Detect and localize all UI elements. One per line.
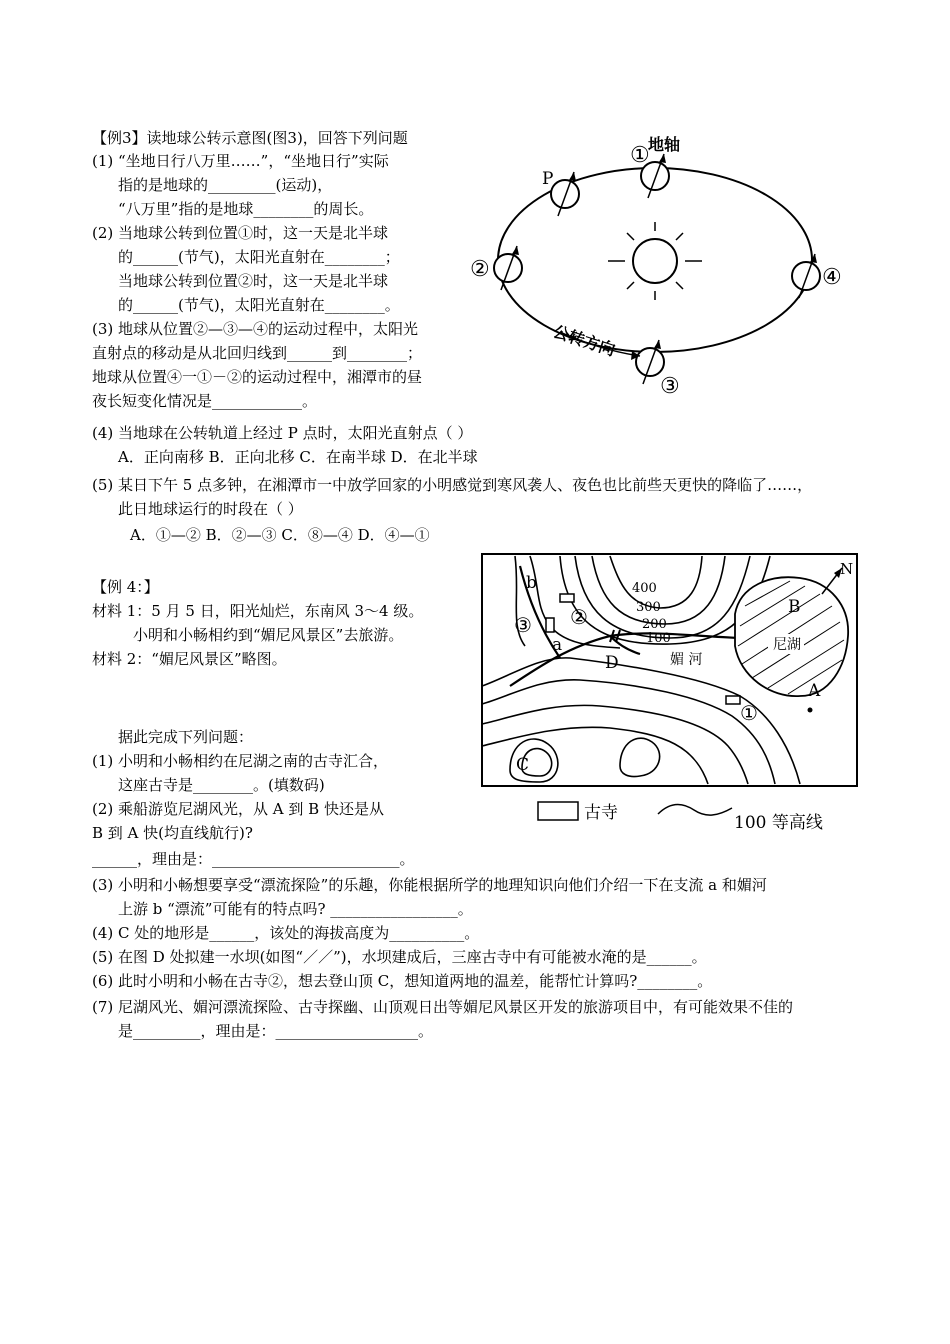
contour-label-300: 300 — [636, 600, 661, 615]
label-lake: 尼湖 — [773, 637, 801, 653]
label-north: N — [840, 560, 854, 578]
ex4-q3-line2: 上游 b “漂流”可能有的特点吗? _________________。 — [118, 900, 473, 918]
position-1-label: ① — [630, 143, 650, 168]
label-b-river: b — [526, 573, 537, 593]
ex4-q1-line2: 这座古寺是________。(填数码) — [118, 776, 325, 794]
ex3-q2: (2) 当地球公转到位置①时，这一天是北半球 — [92, 224, 389, 242]
ex4-material-2: 材料 2：“媚尼风景区”略图。 — [92, 650, 287, 668]
ex3-q2-line4: 的______(节气)，太阳光直射在________。 — [118, 296, 400, 314]
ex4-q2-line2: B 到 A 快(均直线航行)? — [92, 824, 253, 842]
label-temple-3: ③ — [514, 613, 532, 637]
ex3-q1-line3: “八万里”指的是地球________的周长。 — [118, 200, 374, 218]
ex4-material-1: 材料 1：5 月 5 日，阳光灿烂，东南风 3～4 级。 — [92, 602, 424, 620]
ex4-q1: (1) 小明和小畅相约在尼湖之南的古寺汇合， — [92, 752, 389, 770]
contour-label-200: 200 — [642, 617, 667, 632]
temple-1 — [726, 696, 740, 704]
legend-contour-label: 100 等高线 — [734, 813, 823, 833]
contour-map — [470, 546, 860, 841]
earth-position-p — [551, 172, 579, 216]
ex3-q3-line4: 夜长短变化情况是____________。 — [92, 392, 318, 410]
point-a-dot — [808, 708, 813, 713]
label-lake-b: B — [788, 597, 801, 617]
orbit-diagram — [460, 118, 860, 403]
ex4-q6: (6) 此时小明和小畅在古寺②，想去登山顶 C，想知道两地的温差，能帮忙计算吗?________。 — [92, 972, 713, 990]
p-label: P — [542, 169, 554, 189]
temple-2 — [560, 594, 574, 602]
position-2-label: ② — [470, 257, 490, 282]
axis-label: 地轴 — [648, 135, 681, 154]
sun-icon — [608, 222, 702, 300]
ex3-q3: (3) 地球从位置②—③—④的运动过程中，太阳光 — [92, 320, 419, 338]
ex3-q2-line2: 的______(节气)，太阳光直射在________； — [118, 248, 400, 266]
legend-temple-icon — [538, 802, 578, 820]
ex4-q4: (4) C 处的地形是______，该处的海拔高度为__________。 — [92, 924, 480, 942]
earth-position-4 — [792, 254, 820, 298]
label-d: D — [605, 653, 619, 673]
contour-label-400: 400 — [632, 581, 657, 596]
position-4-label: ④ — [822, 265, 842, 290]
ex4-q2-line3: ______，理由是：_________________________。 — [92, 850, 415, 868]
ex3-q1-line2: 指的是地球的_________(运动)， — [118, 176, 333, 194]
ex4-q7: (7) 尼湖风光、媚河漂流探险、古寺探幽、山顶观日出等媚尼风景区开发的旅游项目中，有可能效果不佳的 — [92, 998, 794, 1016]
ex4-q2: (2) 乘船游览尼湖风光，从 A 到 B 快还是从 — [92, 800, 384, 818]
label-temple-2: ② — [570, 605, 588, 629]
ex3-q2-line3: 当地球公转到位置②时，这一天是北半球 — [118, 272, 389, 290]
ex4-prompt: 据此完成下列问题： — [118, 728, 254, 746]
ex3-q1: (1) “坐地日行八万里……”，“坐地日行”实际 — [92, 152, 389, 170]
ex3-q3-line3: 地球从位置④一①－②的运动过程中，湘潭市的昼 — [92, 368, 423, 386]
ex4-q5: (5) 在图 D 处拟建一水坝(如图“／／”)，水坝建成后，三座古寺中有可能被水淹的是______。 — [92, 948, 707, 966]
orbit-direction-label: 公转方向 — [550, 321, 618, 360]
legend-temple-label: 古寺 — [584, 803, 618, 823]
label-river: 媚 河 — [670, 652, 703, 668]
ex4-q7-line2: 是_________，理由是：___________________。 — [118, 1022, 434, 1040]
ex3-q4-options: A．正向南移 B．正向北移 C．在南半球 D．在北半球 — [118, 448, 478, 466]
ex4-title: 【例 4：】 — [92, 578, 159, 596]
label-temple-1: ① — [740, 701, 758, 725]
temple-3 — [546, 618, 554, 632]
contour-label-100: 100 — [646, 631, 671, 646]
ex3-q5: (5) 某日下午 5 点多钟，在湘潭市一中放学回家的小明感觉到寒风袭人、夜色也比前些天更快的降临了……， — [92, 476, 813, 494]
legend-contour-icon — [658, 804, 732, 815]
label-lake-a: A — [808, 681, 821, 701]
ex4-q3: (3) 小明和小畅想要享受“漂流探险”的乐趣，你能根据所学的地理知识向他们介绍一下在支流 a 和媚河 — [92, 876, 767, 894]
label-a-tributary: a — [552, 635, 563, 655]
ex3-q5-options: A．①—② B．②—③ C．⑧—④ D．④—① — [130, 526, 430, 544]
ex3-q4: (4) 当地球在公转轨道上经过 P 点时，太阳光直射点（ ） — [92, 424, 473, 442]
ex3-q3-line2: 直射点的移动是从北回归线到______到________； — [92, 344, 423, 362]
ex4-material-1-line2: 小明和小畅相约到“媚尼风景区”去旅游。 — [133, 626, 404, 644]
label-c-peak: C — [516, 755, 530, 775]
ex3-q5-line2: 此日地球运行的时段在（ ） — [118, 500, 303, 518]
ex3-title: 【例3】读地球公转示意图(图3)，回答下列问题 — [92, 129, 408, 147]
position-3-label: ③ — [660, 374, 680, 399]
